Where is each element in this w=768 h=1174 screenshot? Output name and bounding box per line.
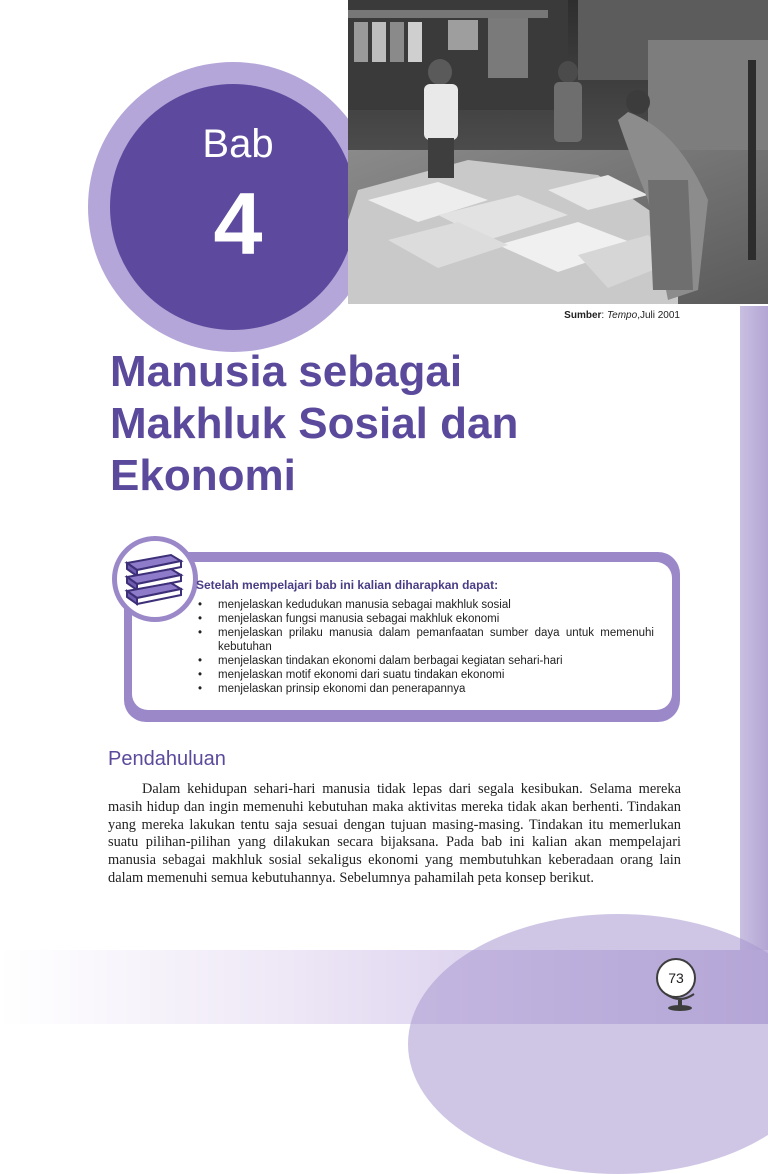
- books-icon: [112, 536, 198, 622]
- chapter-title-line: Ekonomi: [110, 451, 296, 500]
- chapter-title-line: Manusia sebagai: [110, 347, 463, 396]
- books-icon-svg: [117, 541, 193, 617]
- chapter-title-line: Makhluk Sosial dan: [110, 399, 519, 448]
- chapter-number: 4: [213, 174, 263, 273]
- introduction-heading: Pendahuluan: [108, 748, 226, 770]
- corner-swoosh: [408, 914, 768, 1174]
- objective-item: • menjelaskan prinsip ekonomi dan penerapannya: [196, 682, 654, 696]
- market-photo-illustration: [348, 0, 768, 304]
- source-date: ,Juli 2001: [637, 310, 680, 321]
- objectives-heading: Setelah mempelajari bab ini kalian diharapkan dapat:: [196, 578, 499, 592]
- introduction-paragraph: Dalam kehidupan sehari-hari manusia tidak lepas dari segala kesibukan. Selama mereka masih hidup dan ingin memenuhi kebutuhan maka aktivitas mereka tidak akan berhenti. Tindakan yang mereka lakukan tentu saja sesuai dengan tujuan masing-masing. Tindakan itu memerlukan suatu pilihan-pilihan yang dilakukan secara bijaksana. Pada bab ini kalian akan mempelajari manusia sebagai makhluk sosial sekaligus ekonomi yang membutuhkan keberadaan orang lain dalam memenuhi semua kebutuhannya. Sebelumnya pahamilah peta konsep berikut.: [108, 781, 681, 886]
- objective-item: • menjelaskan tindakan ekonomi dalam berbagai kegiatan sehari-hari: [196, 654, 654, 668]
- page-number: 73: [656, 958, 696, 998]
- bottom-decorative-band: [0, 950, 768, 1024]
- objective-item: • menjelaskan kedudukan manusia sebagai makhluk sosial: [196, 598, 654, 612]
- chapter-title: [110, 346, 710, 502]
- objectives-list: [196, 598, 654, 696]
- source-label: Sumber: [564, 310, 602, 321]
- market-photo: [348, 0, 768, 304]
- photo-source-caption: [564, 310, 680, 321]
- right-decorative-band: [740, 306, 768, 1024]
- chapter-label: Bab: [202, 122, 274, 166]
- objective-item: • menjelaskan fungsi manusia sebagai makhluk ekonomi: [196, 612, 654, 626]
- globe-stand-icon: [660, 992, 700, 1012]
- source-separator: :: [601, 310, 607, 321]
- objective-item: • menjelaskan prilaku manusia dalam pemanfaatan sumber daya untuk memenuhi kebutuhan: [196, 626, 654, 654]
- objective-item: • menjelaskan motif ekonomi dari suatu tindakan ekonomi: [196, 668, 654, 682]
- source-publication: Tempo: [606, 310, 638, 321]
